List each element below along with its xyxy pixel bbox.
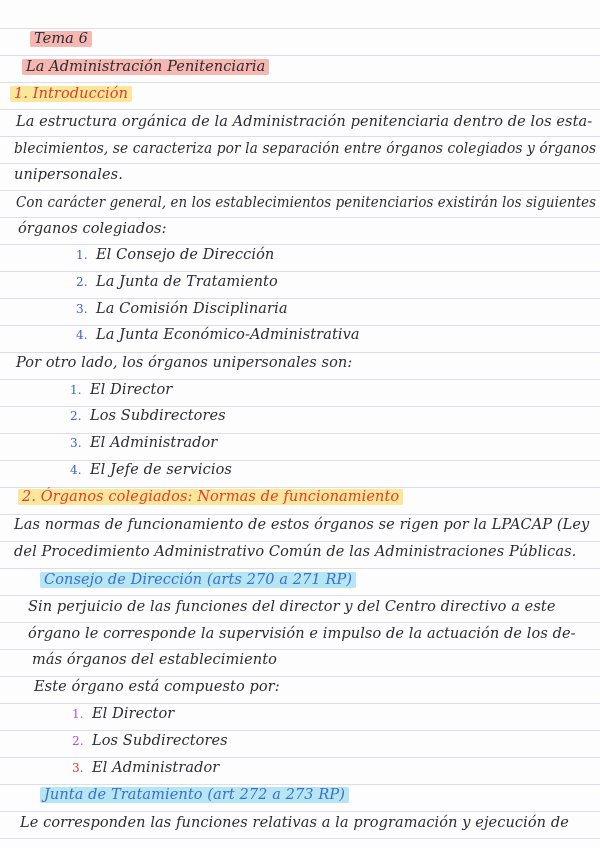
consejo-heading-text: Consejo de Dirección (arts 270 a 271 RP) (40, 572, 356, 588)
unipersonales-item (70, 407, 226, 425)
list-text: Los Subdirectores (92, 733, 228, 749)
consejo-p-line2: órgano le corresponde la supervisión e impulso de la actuación de los de- (28, 626, 576, 642)
list-number: 3. (76, 302, 88, 316)
s1-p1-line2: blecimientos, se caracteriza por la separación entre órganos colegiados y órganos (14, 141, 597, 157)
junta-heading-text: Junta de Tratamiento (art 272 a 273 RP) (40, 787, 349, 803)
colegiados-item (76, 273, 278, 291)
list-text: La Junta de Tratamiento (96, 274, 278, 290)
list-number: 1. (72, 707, 84, 721)
junta-p-line1: Le corresponden las funciones relativas a la programación y ejecución de (20, 815, 569, 831)
list-text: El Administrador (90, 435, 218, 451)
list-text: La Junta Económico-Administrativa (96, 327, 360, 343)
unipersonales-item (70, 461, 232, 479)
topic-label (30, 30, 92, 48)
list-text: El Jefe de servicios (90, 462, 232, 478)
section2-heading-text: 2. Órganos colegiados: Normas de funcionamiento (18, 489, 403, 505)
list-number: 2. (70, 409, 82, 423)
list-number: 1. (76, 248, 88, 262)
consejo-p-line1: Sin perjuicio de las funciones del director y del Centro directivo a este (28, 599, 556, 615)
list-text: La Comisión Disciplinaria (96, 301, 288, 317)
list-text: El Director (90, 382, 173, 398)
colegiados-item (76, 246, 274, 264)
colegiados-item (76, 326, 360, 344)
title-highlight: La Administración Penitenciaria (22, 59, 269, 75)
list-text: El Administrador (92, 760, 220, 776)
colegiados-item (76, 300, 288, 318)
section2-heading (18, 488, 403, 506)
list-number: 2. (72, 734, 84, 748)
list-number: 3. (72, 761, 84, 775)
list-number: 4. (76, 328, 88, 342)
list-number: 2. (76, 275, 88, 289)
unipersonales-item (70, 381, 172, 399)
consejo-member (72, 759, 219, 777)
section1-heading (10, 85, 132, 103)
list-number: 1. (70, 383, 82, 397)
list-number: 4. (70, 463, 82, 477)
consejo-member (72, 732, 228, 750)
unipersonales-item (70, 434, 217, 452)
s2-p-line2: del Procedimiento Administrativo Común de las Administraciones Públicas. (14, 544, 577, 560)
consejo-p-line3: más órganos del establecimiento (32, 652, 277, 668)
list-number: 3. (70, 436, 82, 450)
s1-p3: Por otro lado, los órganos unipersonales son: (16, 355, 353, 371)
topic-highlight: Tema 6 (30, 31, 92, 47)
consejo-member (72, 705, 174, 723)
page-title (22, 58, 269, 76)
section1-heading-text: 1. Introducción (10, 86, 132, 102)
s2-p-line1: Las normas de funcionamiento de estos órganos se rigen por la LPACAP (Ley (14, 517, 590, 533)
list-text: El Consejo de Dirección (96, 247, 275, 263)
consejo-composed: Este órgano está compuesto por: (34, 679, 280, 695)
junta-heading (40, 786, 349, 804)
s1-p1-line1: La estructura orgánica de la Administración penitenciaria dentro de los esta- (16, 114, 593, 130)
list-text: El Director (92, 706, 175, 722)
consejo-heading (40, 571, 356, 589)
s1-p1-line3: unipersonales. (14, 167, 123, 183)
s1-p2-line2: órganos colegiados: (18, 221, 167, 237)
s1-p2-line1: Con carácter general, en los establecimientos penitenciarios existirán los siguientes (16, 195, 597, 211)
list-text: Los Subdirectores (90, 408, 226, 424)
